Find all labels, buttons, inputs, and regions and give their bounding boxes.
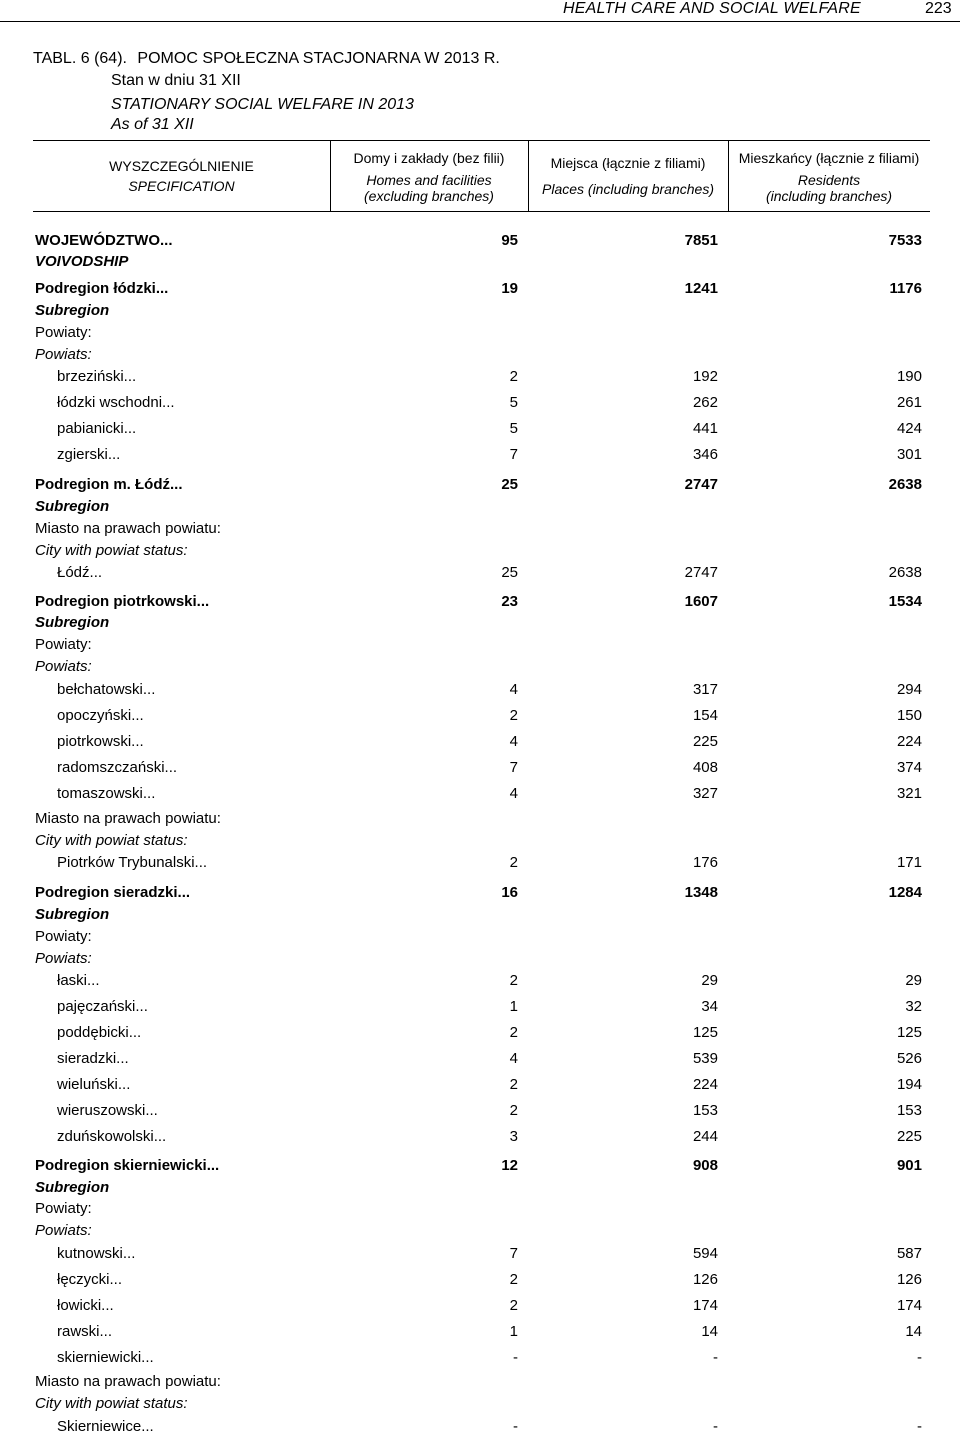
col-residents-en1: Residents (797, 172, 861, 188)
table-row (0, 280, 960, 300)
residents-value: 125 (896, 1024, 922, 1041)
table-row (0, 394, 960, 414)
residents-value: 224 (896, 733, 922, 750)
homes-value: - (513, 1349, 518, 1366)
places-value: 29 (701, 972, 718, 989)
table-row (0, 950, 960, 970)
table-row (0, 972, 960, 992)
table-row (0, 1323, 960, 1343)
residents-value: 2638 (888, 476, 922, 493)
table-row (0, 906, 960, 926)
places-value: 346 (692, 446, 718, 463)
table-row (0, 707, 960, 727)
places-value: 441 (692, 420, 718, 437)
places-value: 327 (692, 785, 718, 802)
row-label: Powiats: (35, 950, 92, 967)
running-title: HEALTH CARE AND SOCIAL WELFARE (563, 0, 861, 17)
row-label: pabianicki... (57, 420, 137, 437)
row-label: Subregion (35, 906, 110, 923)
table-row (0, 1245, 960, 1265)
table-row (0, 346, 960, 366)
homes-value: 2 (509, 1076, 518, 1093)
table-row (0, 1418, 960, 1438)
table-row (0, 1076, 960, 1096)
homes-value: 1 (509, 998, 518, 1015)
row-label: City with powiat status: (35, 832, 188, 849)
residents-value: 374 (896, 759, 922, 776)
table-row (0, 302, 960, 322)
row-label: bełchatowski... (57, 681, 156, 698)
table-row (0, 446, 960, 466)
table-row (0, 520, 960, 540)
homes-value: 19 (501, 280, 518, 297)
row-label: Powiaty: (35, 928, 92, 945)
places-value: 1241 (684, 280, 718, 297)
residents-value: 174 (896, 1297, 922, 1314)
table-row (0, 1297, 960, 1317)
homes-value: 2 (509, 972, 518, 989)
column-header-places (528, 155, 728, 197)
row-label: Podregion sieradzki... (35, 884, 191, 901)
residents-value: 1534 (888, 593, 922, 610)
places-value: 225 (692, 733, 718, 750)
table-row (0, 564, 960, 584)
places-value: 317 (692, 681, 718, 698)
table-row (0, 498, 960, 518)
residents-value: 29 (905, 972, 922, 989)
residents-value: 321 (896, 785, 922, 802)
residents-value: 190 (896, 368, 922, 385)
homes-value: 2 (509, 1297, 518, 1314)
row-label: Podregion m. Łódź... (35, 476, 183, 493)
row-label: łaski... (57, 972, 100, 989)
row-label: brzeziński... (57, 368, 137, 385)
row-label: łęczycki... (57, 1271, 123, 1288)
table-row (0, 636, 960, 656)
row-label: Podregion skierniewicki... (35, 1157, 220, 1174)
residents-value: 587 (896, 1245, 922, 1262)
table-row (0, 1395, 960, 1415)
places-value: 153 (692, 1102, 718, 1119)
row-label: Podregion łódzki... (35, 280, 169, 297)
col-homes-en2: (excluding branches) (364, 188, 494, 204)
places-value: 125 (692, 1024, 718, 1041)
table-row (0, 1222, 960, 1242)
table-row (0, 928, 960, 948)
residents-value: - (917, 1418, 922, 1435)
residents-value: 2638 (888, 564, 922, 581)
row-label: Podregion piotrkowski... (35, 593, 210, 610)
col-spec-pl: WYSZCZEGÓLNIENIE (109, 158, 254, 174)
row-label: radomszczański... (57, 759, 178, 776)
residents-value: 261 (896, 394, 922, 411)
row-label: zduńskowolski... (57, 1128, 167, 1145)
homes-value: 3 (509, 1128, 518, 1145)
residents-value: 7533 (888, 232, 922, 249)
row-label: łódzki wschodni... (57, 394, 175, 411)
homes-value: 4 (509, 733, 518, 750)
table-row (0, 324, 960, 344)
table-row (0, 614, 960, 634)
table-row (0, 854, 960, 874)
column-header-residents (728, 150, 930, 204)
places-value: 594 (692, 1245, 718, 1262)
residents-value: 526 (896, 1050, 922, 1067)
table-row (0, 998, 960, 1018)
row-label: Powiats: (35, 1222, 92, 1239)
table-heading (33, 50, 500, 68)
table-row (0, 1373, 960, 1393)
row-label: kutnowski... (57, 1245, 136, 1262)
places-value: 224 (692, 1076, 718, 1093)
residents-value: 901 (896, 1157, 922, 1174)
row-label: poddębicki... (57, 1024, 142, 1041)
residents-value: 150 (896, 707, 922, 724)
places-value: 2747 (684, 564, 718, 581)
table-row (0, 1200, 960, 1220)
table-row (0, 542, 960, 562)
residents-value: 32 (905, 998, 922, 1015)
col-spec-en: SPECIFICATION (128, 178, 235, 194)
header-bottom-rule (33, 211, 930, 212)
homes-value: 2 (509, 1024, 518, 1041)
residents-value: 424 (896, 420, 922, 437)
residents-value: 126 (896, 1271, 922, 1288)
table-row (0, 884, 960, 904)
places-value: 34 (701, 998, 718, 1015)
row-label: wieruszowski... (57, 1102, 158, 1119)
homes-value: - (513, 1418, 518, 1435)
table-title-en: STATIONARY SOCIAL WELFARE IN 2013 (111, 96, 414, 113)
homes-value: 2 (509, 368, 518, 385)
table-row (0, 1050, 960, 1070)
table-row (0, 681, 960, 701)
places-value: 154 (692, 707, 718, 724)
table-row (0, 810, 960, 830)
row-label: łowicki... (57, 1297, 114, 1314)
homes-value: 4 (509, 681, 518, 698)
row-label: Piotrków Trybunalski... (57, 854, 208, 871)
places-value: 192 (692, 368, 718, 385)
homes-value: 7 (509, 446, 518, 463)
places-value: 539 (692, 1050, 718, 1067)
row-label: Subregion (35, 614, 110, 631)
table-row (0, 1179, 960, 1199)
residents-value: 171 (896, 854, 922, 871)
col-places-en: Places (including branches) (542, 181, 714, 197)
homes-value: 2 (509, 707, 518, 724)
row-label: Powiats: (35, 346, 92, 363)
homes-value: 23 (501, 593, 518, 610)
row-label: zgierski... (57, 446, 121, 463)
table-top-rule (33, 140, 930, 141)
row-label: City with powiat status: (35, 542, 188, 559)
residents-value: 301 (896, 446, 922, 463)
table-row (0, 476, 960, 496)
homes-value: 16 (501, 884, 518, 901)
homes-value: 25 (501, 564, 518, 581)
homes-value: 5 (509, 394, 518, 411)
row-label: Powiaty: (35, 1200, 92, 1217)
col-residents-pl: Mieszkańcy (łącznie z filiami) (738, 150, 920, 166)
homes-value: 1 (509, 1323, 518, 1340)
table-row (0, 1024, 960, 1044)
row-label: Subregion (35, 1179, 110, 1196)
residents-value: 1284 (888, 884, 922, 901)
row-label: Powiaty: (35, 636, 92, 653)
table-row (0, 593, 960, 613)
homes-value: 25 (501, 476, 518, 493)
table-row (0, 1271, 960, 1291)
row-label: piotrkowski... (57, 733, 144, 750)
table-row (0, 658, 960, 678)
table-row (0, 785, 960, 805)
residents-value: 225 (896, 1128, 922, 1145)
homes-value: 7 (509, 759, 518, 776)
residents-value: - (917, 1349, 922, 1366)
places-value: 244 (692, 1128, 718, 1145)
residents-value: 194 (896, 1076, 922, 1093)
table-row (0, 1349, 960, 1369)
places-value: 908 (692, 1157, 718, 1174)
row-label: Miasto na prawach powiatu: (35, 810, 221, 827)
table-row (0, 368, 960, 388)
homes-value: 95 (501, 232, 518, 249)
homes-value: 12 (501, 1157, 518, 1174)
places-value: - (713, 1349, 718, 1366)
homes-value: 7 (509, 1245, 518, 1262)
page-header (0, 0, 960, 22)
residents-value: 294 (896, 681, 922, 698)
col-places-pl: Miejsca (łącznie z filiami) (550, 155, 706, 171)
row-label: Powiats: (35, 658, 92, 675)
table-number: TABL. 6 (64). (33, 50, 127, 67)
table-date-en: As of 31 XII (111, 116, 194, 133)
places-value: - (713, 1418, 718, 1435)
homes-value: 2 (509, 854, 518, 871)
row-label: City with powiat status: (35, 1395, 188, 1412)
row-label: VOIVODSHIP (35, 253, 129, 270)
column-header-specification (33, 158, 330, 194)
places-value: 2747 (684, 476, 718, 493)
row-label: Miasto na prawach powiatu: (35, 520, 221, 537)
table-row (0, 1102, 960, 1122)
places-value: 174 (692, 1297, 718, 1314)
col-homes-en1: Homes and facilities (366, 172, 492, 188)
residents-value: 14 (905, 1323, 922, 1340)
table-row (0, 232, 960, 252)
row-label: tomaszowski... (57, 785, 156, 802)
row-label: rawski... (57, 1323, 113, 1340)
row-label: Subregion (35, 498, 110, 515)
places-value: 1348 (684, 884, 718, 901)
residents-value: 153 (896, 1102, 922, 1119)
table-row (0, 759, 960, 779)
row-label: WOJEWÓDZTWO... (35, 232, 173, 249)
row-label: Powiaty: (35, 324, 92, 341)
table-title-pl: POMOC SPOŁECZNA STACJONARNA W 2013 R. (137, 50, 500, 67)
places-value: 176 (692, 854, 718, 871)
row-label: opoczyński... (57, 707, 144, 724)
places-value: 1607 (684, 593, 718, 610)
col-residents-en2: (including branches) (765, 188, 893, 204)
table-row (0, 832, 960, 852)
homes-value: 5 (509, 420, 518, 437)
residents-value: 1176 (889, 280, 922, 297)
places-value: 7851 (684, 232, 718, 249)
table-row (0, 1157, 960, 1177)
row-label: pajęczański... (57, 998, 148, 1015)
table-row (0, 1128, 960, 1148)
row-label: Subregion (35, 302, 110, 319)
table-row (0, 420, 960, 440)
places-value: 126 (692, 1271, 718, 1288)
homes-value: 2 (509, 1271, 518, 1288)
col-homes-pl: Domy i zakłady (bez filii) (353, 150, 505, 166)
homes-value: 4 (509, 785, 518, 802)
row-label: sieradzki... (57, 1050, 129, 1067)
row-label: Skierniewice... (57, 1418, 154, 1435)
page-number: 223 (925, 0, 952, 17)
homes-value: 4 (509, 1050, 518, 1067)
table-row (0, 733, 960, 753)
column-header-homes (330, 150, 528, 204)
row-label: skierniewicki... (57, 1349, 154, 1366)
row-label: Miasto na prawach powiatu: (35, 1373, 221, 1390)
table-row (0, 253, 960, 273)
places-value: 408 (692, 759, 718, 776)
places-value: 262 (692, 394, 718, 411)
homes-value: 2 (509, 1102, 518, 1119)
table-date-pl: Stan w dniu 31 XII (111, 72, 241, 89)
places-value: 14 (701, 1323, 718, 1340)
row-label: Łódź... (57, 564, 103, 581)
row-label: wieluński... (57, 1076, 131, 1093)
